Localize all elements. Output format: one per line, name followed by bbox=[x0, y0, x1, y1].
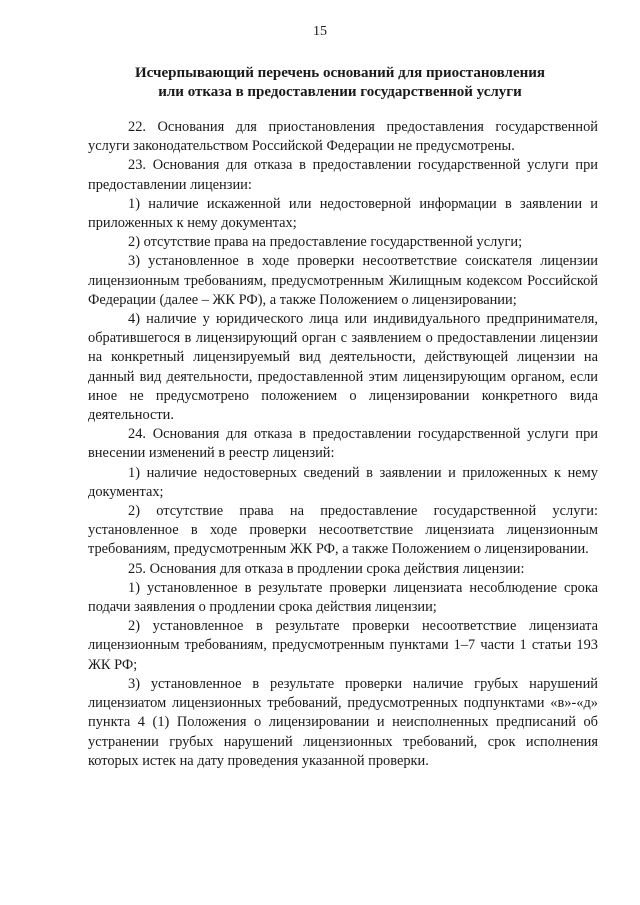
paragraph-24: 24. Основания для отказа в предоставлении государственной услуги при внесении изменений в реестр лицензий: bbox=[88, 426, 598, 462]
heading-line-1: Исчерпывающий перечень оснований для приостановления bbox=[134, 65, 546, 81]
paragraph-25-item-1: 1) установленное в результате проверки лицензиата несоблюдение срока подачи заявления о продлении срока действия лицензии; bbox=[88, 579, 598, 616]
paragraph-23: 23. Основания для отказа в предоставлении государственной услуги при предоставлении лицензии: bbox=[88, 157, 598, 193]
document-body bbox=[88, 118, 598, 771]
heading-line-2: или отказа в предоставлении государственной услуги bbox=[158, 84, 522, 100]
paragraph-23-item-2: 2) отсутствие права на предоставление государственной услуги; bbox=[128, 234, 523, 251]
paragraph-24-item-2: 2) отсутствие права на предоставление государственной услуги: установленное в ходе проверки несоответствие лицензиата лицензионным требованиям, предусмотренным ЖК РФ, а также Положением о лицензировании. bbox=[88, 503, 598, 558]
page-number: 15 bbox=[313, 24, 327, 39]
paragraph-23-item-4: 4) наличие у юридического лица или индивидуального предпринимателя, обратившегося в лицензирующий орган с заявлением о предоставлении лицензии на конкретный лицензируемый вид деятельности, действующей лицензии на данный вид деятельности, предоставленной этим лицензирующим органом, если иное не предусмотрено положением о лицензировании конкретного вида деятельности. bbox=[88, 311, 598, 424]
paragraph-22: 22. Основания для приостановления предоставления государственной услуги законодательством Российской Федерации не предусмотрены. bbox=[88, 119, 598, 155]
section-heading bbox=[60, 64, 620, 102]
paragraph-24-item-1: 1) наличие недостоверных сведений в заявлении и приложенных к нему документах; bbox=[88, 464, 598, 500]
paragraph-25-item-2: 2) установленное в результате проверки несоответствие лицензиата лицензионным требованиям, предусмотренным пунктами 1–7 части 1 статьи 193 ЖК РФ; bbox=[88, 618, 598, 673]
paragraph-23-item-3: 3) установленное в ходе проверки несоответствие соискателя лицензии лицензионным требованиям, предусмотренным Жилищным кодексом Российской Федерации (далее – ЖК РФ), а также Положением о лицензировании; bbox=[88, 253, 598, 308]
paragraph-23-item-1: 1) наличие искаженной или недостоверной информации в заявлении и приложенных к нему документах; bbox=[88, 195, 598, 232]
paragraph-25-item-3: 3) установленное в результате проверки наличие грубых нарушений лицензиатом лицензионных требований, предусмотренных подпунктами «в»-«д» пункта 4 (1) Положения о лицензировании и неисполненных предписаний об устранении грубых нарушений лицензионных требований, срок исполнения которых истек на дату проведения указанной проверки. bbox=[88, 675, 598, 769]
paragraph-25: 25. Основания для отказа в продлении срока действия лицензии: bbox=[128, 560, 525, 577]
